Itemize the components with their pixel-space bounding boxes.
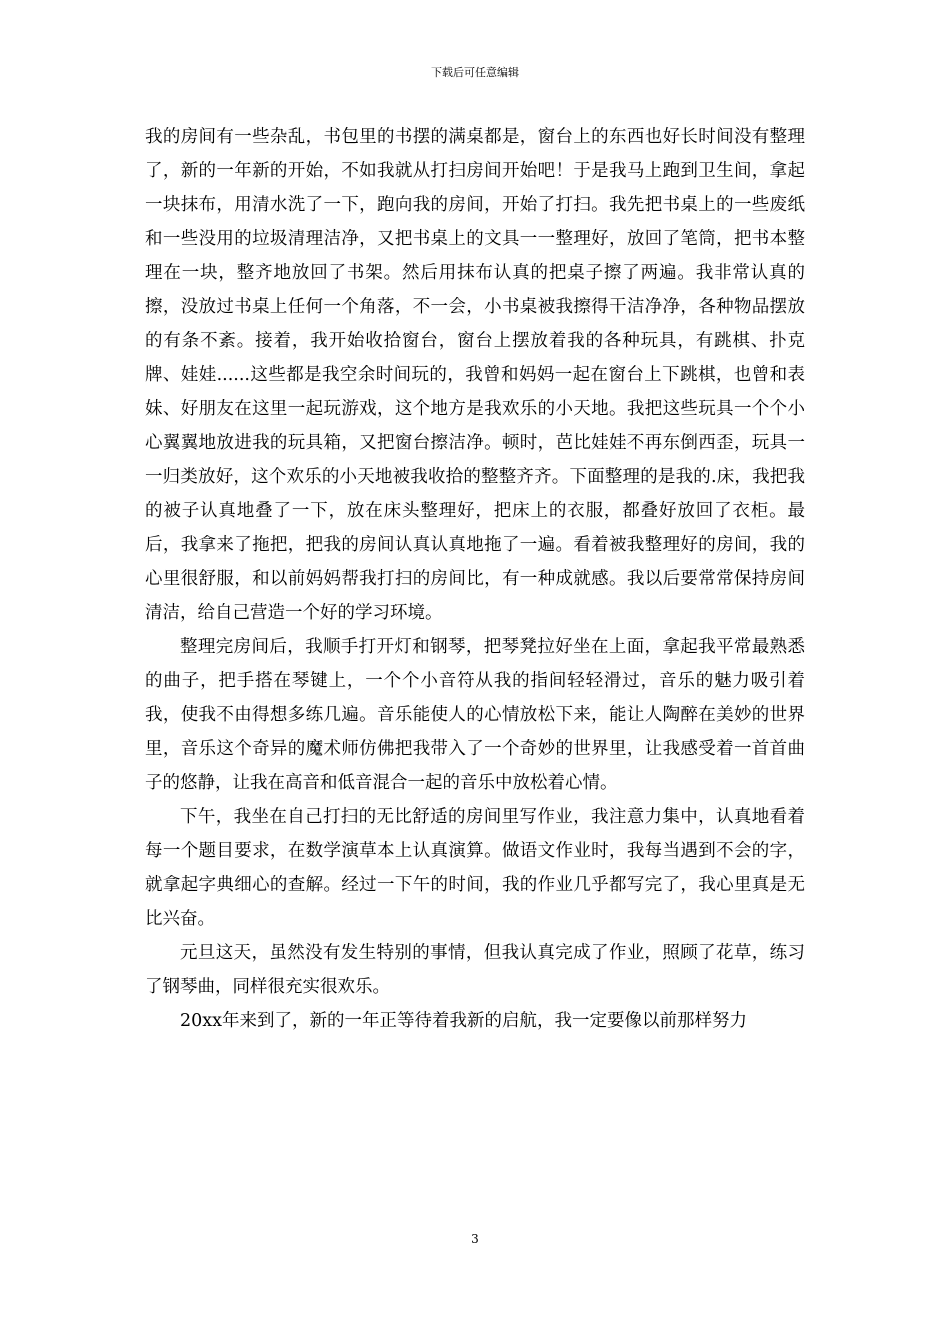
document-body: [145, 120, 805, 1038]
page-footer: [0, 1231, 950, 1247]
paragraph-4: 元旦这天，虽然没有发生特别的事情，但我认真完成了作业，照顾了花草，练习了钢琴曲，同样很充实很欢乐。: [145, 943, 805, 997]
page-number: 3: [471, 1232, 479, 1246]
paragraph-3: 下午，我坐在自己打扫的无比舒适的房间里写作业，我注意力集中，认真地看着每一个题目要求，在数学演草本上认真演算。做语文作业时，我每当遇到不会的字，就拿起字典细心的查解。经过一下午的时间，我的作业几乎都写完了，我心里真是无比兴奋。: [145, 807, 805, 929]
paragraph-1: 我的房间有一些杂乱，书包里的书摆的满桌都是，窗台上的东西也好长时间没有整理了，新的一年新的开始，不如我就从打扫房间开始吧！于是我马上跑到卫生间，拿起一块抹布，用清水洗了一下，跑向我的房间，开始了打扫。我先把书桌上的一些废纸和一些没用的垃圾清理洁净，又把书桌上的文具一一整理好，放回了笔筒，把书本整理在一块，整齐地放回了书架。然后用抹布认真的把桌子擦了两遍。我非常认真的擦，没放过书桌上任何一个角落，不一会，小书桌被我擦得干洁净净，各种物品摆放的有条不紊。接着，我开始收拾窗台，窗台上摆放着我的各种玩具，有跳棋、扑克牌、娃娃......这些都是我空余时间玩的，我曾和妈妈一起在窗台上下跳棋，也曾和表妹、好朋友在这里一起玩游戏，这个地方是我欢乐的小天地。我把这些玩具一个个小心翼翼地放进我的玩具箱，又把窗台擦洁净。顿时，芭比娃娃不再东倒西歪，玩具一一归类放好，这个欢乐的小天地被我收拾的整整齐齐。下面整理的是我的.床，我把我的被子认真地叠了一下，放在床头整理好，把床上的衣服，都叠好放回了衣柜。最后，我拿来了拖把，把我的房间认真认真地拖了一遍。看着被我整理好的房间，我的心里很舒服，和以前妈妈帮我打扫的房间比，有一种成就感。我以后要常常保持房间清洁，给自己营造一个好的学习环境。: [145, 127, 805, 623]
paragraph-2: 整理完房间后，我顺手打开灯和钢琴，把琴凳拉好坐在上面，拿起我平常最熟悉的曲子，把手搭在琴键上，一个个小音符从我的指间轻轻滑过，音乐的魅力吸引着我，使我不由得想多练几遍。音乐能使人的心情放松下来，能让人陶醉在美妙的世界里，音乐这个奇异的魔术师仿佛把我带入了一个奇妙的世界里，让我感受着一首首曲子的悠静，让我在高音和低音混合一起的音乐中放松着心情。: [145, 637, 805, 793]
header-text: 下载后可任意编辑: [431, 66, 519, 79]
page-header: [0, 66, 950, 80]
paragraph-5: 20xx年来到了，新的一年正等待着我新的启航，我一定要像以前那样努力: [180, 1011, 748, 1031]
